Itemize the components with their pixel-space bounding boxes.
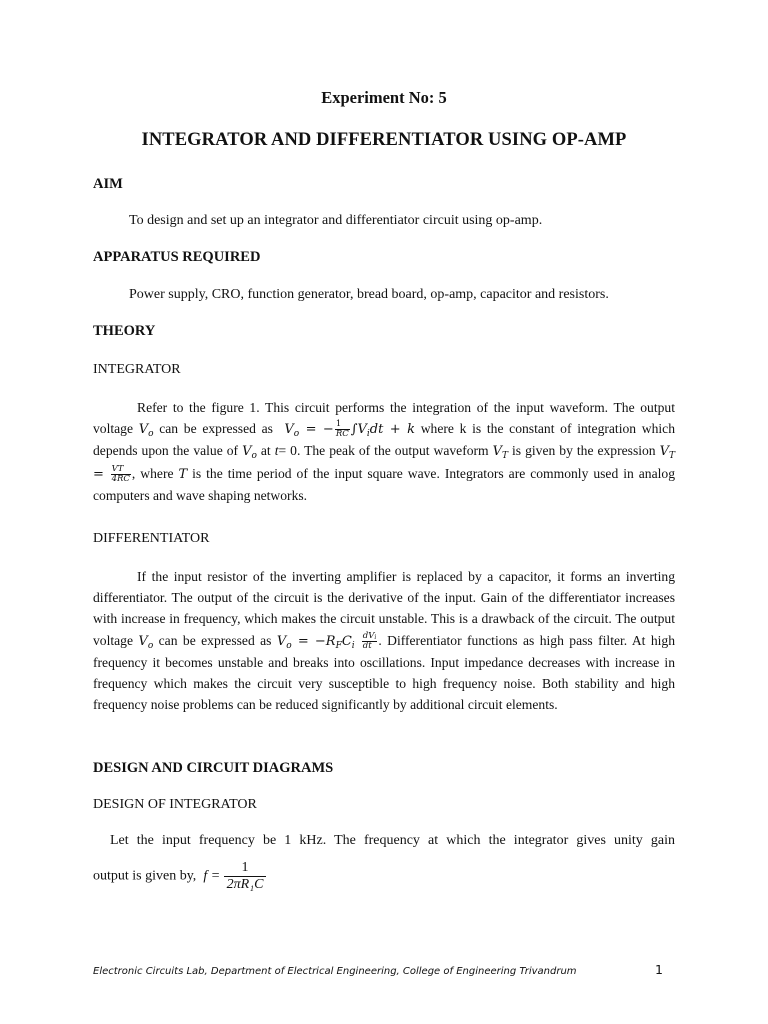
apparatus-heading: APPARATUS REQUIRED bbox=[93, 249, 261, 265]
differentiator-text-1: If the input resistor of the inverting amplifier is replaced by a capacitor, it forms an inverting differentiator. The output of the circuit is the derivative of the input. Gain of the differentiator increases with increase in frequency, which makes the circuit unstable. This is a drawback of the circuit. The output voltage bbox=[93, 569, 675, 648]
differentiator-text-3: Differentiator functions as high pass filter. At high frequency it becomes unstable and breaks into oscillations. Input impedance decreases with increase in frequency which makes the circuit very susceptible to high frequency noise. Both stability and high frequency noise problems can be reduced significantly by additional circuit elements. bbox=[93, 632, 675, 713]
footer-text: Electronic Circuits Lab, Department of Electrical Engineering, College of Engineering Trivandrum bbox=[93, 966, 577, 977]
formula-denominator: 2πR₁C bbox=[226, 877, 264, 892]
vt-equation: $V_T$ = $\frac{VT}{4RC}$ bbox=[93, 444, 676, 484]
apparatus-text: Power supply, CRO, function generator, bread board, op-amp, capacitor and resistors. bbox=[129, 287, 609, 302]
vo-symbol-3: $V_o$ bbox=[138, 633, 154, 651]
integrator-text-4: at bbox=[260, 443, 271, 459]
integrator-text-2: can be expressed as bbox=[159, 421, 273, 437]
t-symbol: t bbox=[274, 443, 279, 459]
design-text-2-label: output is given by, bbox=[93, 868, 197, 884]
design-text-2 bbox=[93, 860, 266, 893]
vo-symbol: $V_o$ bbox=[138, 422, 154, 440]
vt-symbol: $V_T$ bbox=[492, 444, 509, 462]
aim-text: To design and set up an integrator and differentiator circuit using op-amp. bbox=[129, 213, 543, 228]
integrator-heading: INTEGRATOR bbox=[93, 362, 181, 377]
differentiator-paragraph: If the input resistor of the inverting amplifier is replaced by a capacitor, it forms an inverting differentiator. The output of the circuit is the derivative of the input. Gain of the differentiator increases with increase in frequency, which makes the circuit unstable. This is a drawback of the circuit. The output voltage $V_o$ can be expressed as $V_o = -R_FC_i$ $\frac{dV_i}{dt}$ . Differentiator functions as high pass filter. At high frequency it becomes unstable and breaks into oscillations. Input impedance decreases with increase in frequency which makes the circuit very susceptible to high frequency noise. Both stability and high frequency noise problems can be reduced significantly by additional circuit elements. bbox=[93, 569, 675, 713]
integrator-text-3: where k is the constant of integration which depends upon the value of bbox=[93, 421, 676, 459]
differentiator-equation: $V_o = -R_FC_i$ $\frac{dV_i}{dt}$ bbox=[276, 630, 377, 651]
theory-heading: THEORY bbox=[93, 323, 156, 339]
differentiator-text-2: can be expressed as bbox=[158, 632, 272, 648]
design-text-1: Let the input frequency be 1 kHz. The frequency at which the integrator gives unity gain bbox=[110, 833, 675, 848]
formula-numerator: 1 bbox=[224, 860, 267, 877]
page-number: 1 bbox=[655, 962, 663, 977]
vo-symbol-2: $V_o$ bbox=[242, 444, 257, 462]
experiment-number: Experiment No: 5 bbox=[321, 88, 447, 107]
integrator-text-8: where bbox=[140, 465, 174, 481]
integrator-text-1: Refer to the figure 1. This circuit performs the integration of the input waveform. The output voltage bbox=[93, 400, 675, 437]
design-integrator-heading: DESIGN OF INTEGRATOR bbox=[93, 797, 257, 812]
aim-heading: AIM bbox=[93, 176, 123, 192]
integrator-text-10: is the time period of the input square wave. Integrators are commonly used in analog computers and wave shaping networks. bbox=[93, 465, 675, 503]
formula-lhs: f = bbox=[203, 868, 221, 884]
unity-gain-formula bbox=[224, 860, 267, 893]
integrator-paragraph: Refer to the figure 1. This circuit performs the integration of the input waveform. The output voltage $V_o$ can be expressed as $V_o$ = − $\frac{1}{RC}$ $\int V_idt + k$ where k is the constant of integration which depends upon the value of $V_o$ at t= 0. The peak of the output waveform $V_T$ is given by the expression $V_T$ = $\frac{VT}{4RC}$ , where T is the time period of the input square wave. Integrators are commonly used in analog computers and wave shaping networks. bbox=[93, 400, 676, 503]
integrator-text-7: is given by the expression bbox=[512, 443, 656, 459]
t-period-symbol: T bbox=[178, 466, 188, 482]
design-heading: DESIGN AND CIRCUIT DIAGRAMS bbox=[93, 760, 334, 776]
page-title: INTEGRATOR AND DIFFERENTIATOR USING OP-AMP bbox=[141, 130, 627, 150]
integrator-text-6: = 0. The peak of the output waveform bbox=[278, 443, 489, 459]
integrator-equation: $V_o$ = − $\frac{1}{RC}$ $\int V_idt + k$ bbox=[284, 419, 415, 440]
differentiator-heading: DIFFERENTIATOR bbox=[93, 531, 210, 546]
